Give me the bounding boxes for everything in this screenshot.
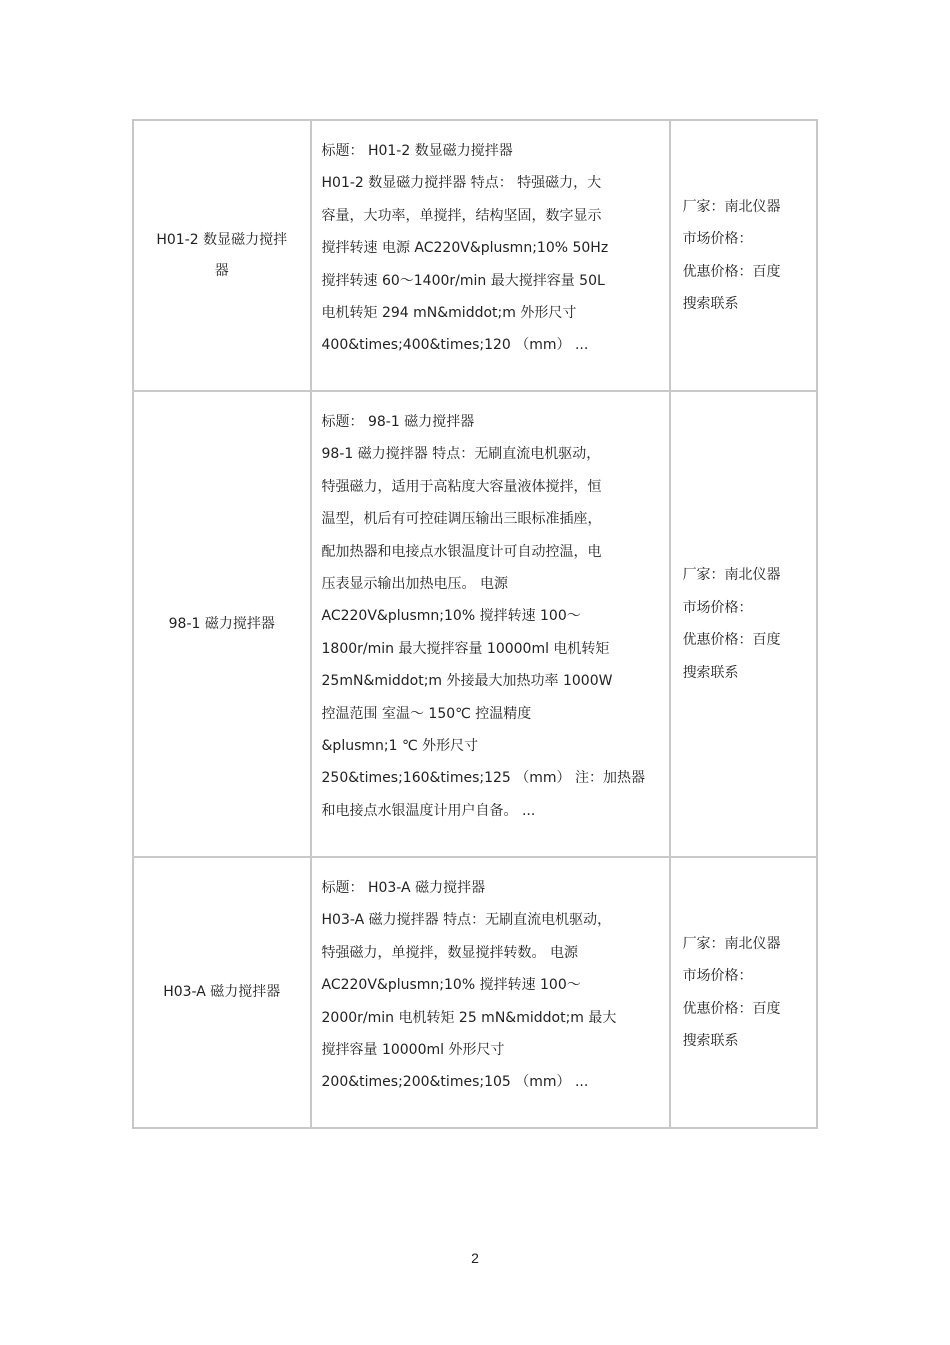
product-table-body: [133, 120, 817, 1128]
product-name-cell: [133, 391, 311, 857]
vendor-info-line: 厂家：南北仪器: [682, 567, 781, 583]
description-line: 标题： 98-1 磁力搅拌器: [321, 414, 475, 430]
vendor-info-line: 优惠价格：百度: [682, 263, 781, 280]
description-line: 控温范围 室温～ 150℃ 控温精度: [321, 705, 532, 722]
vendor-info-line: 市场价格：: [682, 599, 753, 616]
description-line: 配加热器和电接点水银温度计可自动控温，电: [321, 543, 602, 560]
vendor-info-line: 搜索联系: [682, 664, 739, 681]
description-line: AC220V&plusmn;10% 搅拌转速 100～: [321, 608, 581, 625]
vendor-info-line: 市场价格：: [682, 231, 753, 247]
product-name: H01-2 数显磁力搅拌器: [156, 231, 288, 279]
description-line: 特强磁力，适用于高粘度大容量液体搅拌，恒: [321, 478, 602, 495]
description-line: 2000r/min 电机转矩 25 mN&middot;m 最大: [321, 1009, 617, 1026]
vendor-info-line: 搜索联系: [682, 1033, 739, 1049]
product-table: [132, 119, 818, 1129]
description-line: 特强磁力，单搅拌，数显搅拌转数。 电源: [321, 944, 578, 961]
vendor-info-line: 厂家：南北仪器: [682, 198, 781, 215]
description-line: 搅拌转速 电源 AC220V&plusmn;10% 50Hz: [321, 240, 609, 257]
product-name: H03-A 磁力搅拌器: [163, 984, 281, 1000]
description-line: 250&times;160&times;125 （mm） 注：加热器: [321, 770, 645, 787]
description-line: 搅拌容量 10000ml 外形尺寸: [321, 1042, 505, 1059]
vendor-info-line: 搜索联系: [682, 296, 739, 312]
vendor-info-line: 优惠价格：百度: [682, 632, 781, 648]
product-row: [133, 857, 817, 1128]
product-row: [133, 391, 817, 857]
vendor-info-line: 优惠价格：百度: [682, 1000, 781, 1017]
description-line: &plusmn;1 ℃ 外形尺寸: [321, 738, 479, 755]
description-line: 400&times;400&times;120 （mm） ...: [321, 337, 589, 354]
vendor-info-line: 市场价格：: [682, 968, 753, 984]
product-description-cell: [311, 857, 670, 1128]
product-name-cell: [133, 857, 311, 1128]
description-line: 容量，大功率，单搅拌，结构坚固，数字显示: [321, 207, 602, 224]
vendor-info-line: 厂家：南北仪器: [682, 935, 781, 952]
description-line: 压表显示输出加热电压。 电源: [321, 576, 508, 593]
vendor-info-cell: [670, 391, 817, 857]
product-description-cell: [311, 391, 670, 857]
description-line: 标题： H01-2 数显磁力搅拌器: [321, 143, 513, 159]
product-name-cell: [133, 120, 311, 391]
description-line: 标题： H03-A 磁力搅拌器: [321, 880, 486, 896]
description-line: 25mN&middot;m 外接最大加热功率 1000W: [321, 673, 613, 690]
description-line: 1800r/min 最大搅拌容量 10000ml 电机转矩: [321, 640, 610, 657]
vendor-info-cell: [670, 120, 817, 391]
product-name: 98-1 磁力搅拌器: [168, 615, 275, 632]
description-line: H01-2 数显磁力搅拌器 特点： 特强磁力，大: [321, 175, 602, 192]
description-line: 98-1 磁力搅拌器 特点：无刷直流电机驱动，: [321, 446, 601, 463]
description-line: H03-A 磁力搅拌器 特点：无刷直流电机驱动，: [321, 912, 612, 929]
description-line: 200&times;200&times;105 （mm） ...: [321, 1074, 589, 1091]
description-line: 搅拌转速 60～1400r/min 最大搅拌容量 50L: [321, 272, 605, 289]
description-line: 和电接点水银温度计用户自备。 ...: [321, 802, 536, 819]
product-description-cell: [311, 120, 670, 391]
page-number: 2: [471, 1250, 479, 1266]
description-line: AC220V&plusmn;10% 搅拌转速 100～: [321, 977, 581, 994]
product-row: [133, 120, 817, 391]
vendor-info-cell: [670, 857, 817, 1128]
description-line: 电机转矩 294 mN&middot;m 外形尺寸: [321, 305, 577, 322]
description-line: 温型，机后有可控硅调压输出三眼标准插座，: [321, 511, 602, 528]
